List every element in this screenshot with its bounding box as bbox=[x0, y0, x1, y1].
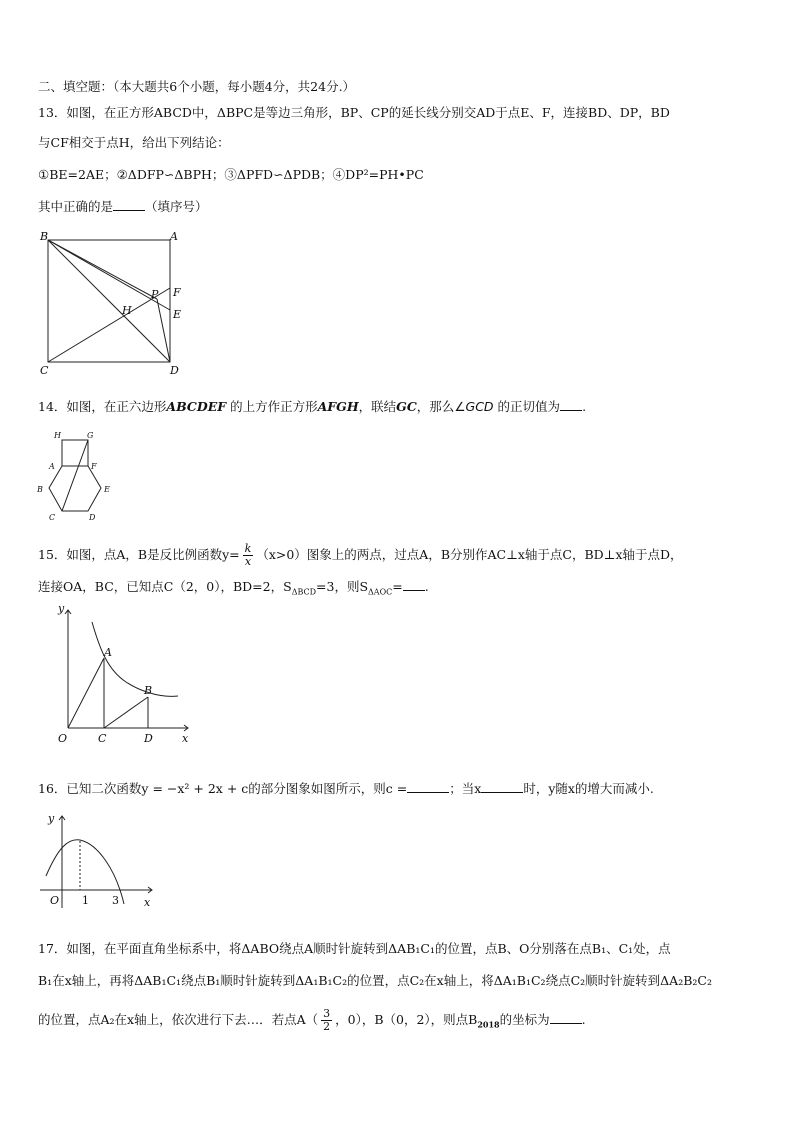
q15-label-x: x bbox=[182, 732, 189, 745]
q15-text-c: 连接OA，BC，已知点C（2，0），BD=2，S bbox=[38, 579, 292, 594]
q14-label-D: D bbox=[89, 513, 96, 522]
q15-text-e: = bbox=[392, 579, 403, 594]
q13-label-C: C bbox=[40, 364, 49, 377]
q15-period: . bbox=[424, 579, 429, 594]
q17-period: . bbox=[581, 1012, 586, 1027]
q17-line3 bbox=[38, 1002, 586, 1038]
q15-label-y: y bbox=[58, 602, 65, 615]
q14-angle: ∠GCD bbox=[454, 399, 494, 414]
q14-text-d: ，那么 bbox=[416, 399, 455, 414]
q13-label-E: E bbox=[173, 308, 182, 321]
q15-line1 bbox=[38, 538, 683, 572]
q13-label-H: H bbox=[122, 304, 132, 317]
q16-text-c: ；当x bbox=[449, 781, 482, 796]
q16-label-3: 3 bbox=[112, 894, 119, 907]
q14-text bbox=[38, 398, 586, 416]
q13-line1: 13．如图，在正方形ABCD中，ΔBPC是等边三角形，BP、CP的延长线分别交AD于点E、F，连接BD、DP，BD bbox=[38, 105, 670, 120]
q15-label-D: D bbox=[144, 732, 153, 745]
q16-text-a: 16．已知二次函数 bbox=[38, 781, 142, 796]
q17-text-b: ，0），B（0，2），则点B bbox=[335, 1012, 478, 1027]
q14-period: . bbox=[582, 399, 587, 414]
q17-sub-2018: 2018 bbox=[477, 1019, 500, 1030]
q15-label-B: B bbox=[144, 684, 153, 697]
q14-label-B: B bbox=[37, 485, 43, 494]
q14-segment-gc: GC bbox=[396, 399, 417, 414]
q14-hexagon-name: ABCDEF bbox=[166, 399, 227, 414]
q15-text-b: （x>0）图象上的两点，过点A，B分别作AC⊥x轴于点C，BD⊥x轴于点D， bbox=[256, 547, 683, 562]
q13-question-hint: （填序号） bbox=[145, 199, 208, 214]
q17-answer-blank[interactable] bbox=[550, 1011, 582, 1024]
q14-label-H: H bbox=[54, 431, 61, 440]
q13-label-D: D bbox=[170, 364, 179, 377]
q13-label-A: A bbox=[170, 230, 178, 243]
q13-conclusions: ①BE=2AE；②ΔDFP∽ΔBPH；③ΔPFD∽ΔPDB；④DP²=PH•PC bbox=[38, 167, 424, 182]
q14-label-E: E bbox=[104, 485, 110, 494]
q15-text-a: 15．如图，点A，B是反比例函数y= bbox=[38, 547, 240, 562]
q13-label-P: P bbox=[151, 288, 159, 301]
q14-label-C: C bbox=[49, 513, 56, 522]
q13-question-text: 其中正确的是 bbox=[38, 199, 114, 214]
q14-label-F: F bbox=[91, 462, 97, 471]
q15-fraction: $\frac{k}{x}$ bbox=[244, 542, 252, 568]
q13-answer-blank[interactable] bbox=[113, 198, 145, 211]
q16-answer-blank-c[interactable] bbox=[407, 780, 449, 793]
q13-question bbox=[38, 198, 208, 216]
q15-sub-bcd: ΔBCD bbox=[291, 587, 317, 597]
section-heading: 二、填空题：（本大题共6个小题，每小题4分，共24分.） bbox=[38, 79, 356, 94]
q16-formula: y = −x² + 2x + c bbox=[141, 781, 249, 796]
q13-label-F: F bbox=[173, 286, 181, 299]
q17-text-c: 的坐标为 bbox=[499, 1012, 550, 1027]
q16-answer-blank-x[interactable] bbox=[481, 780, 523, 793]
q16-parabola-figure bbox=[38, 808, 168, 910]
q16-text-b: 的部分图象如图所示，则 bbox=[248, 781, 386, 796]
q15-line2 bbox=[38, 578, 429, 602]
q15-label-O: O bbox=[58, 732, 68, 745]
q16-label-1: 1 bbox=[82, 894, 89, 907]
q14-square-name: AFGH bbox=[317, 399, 359, 414]
q14-label-A: A bbox=[49, 462, 55, 471]
q16-label-O: O bbox=[50, 894, 60, 907]
q16-c-equals: c = bbox=[385, 781, 408, 796]
q14-text-c: ，联结 bbox=[358, 399, 397, 414]
q15-sub-aoc: ΔAOC bbox=[368, 587, 393, 597]
q13-label-B: B bbox=[40, 230, 49, 243]
q14-answer-blank[interactable] bbox=[560, 398, 582, 411]
q15-label-A: A bbox=[104, 646, 112, 659]
q14-label-G: G bbox=[87, 431, 94, 440]
q13-line2: 与CF相交于点H，给出下列结论： bbox=[38, 135, 230, 150]
q17-text-a: 的位置，点A₂在x轴上，依次进行下去…．若点A（ bbox=[38, 1012, 319, 1027]
q14-hexagon-figure bbox=[34, 426, 124, 526]
q17-line1: 17．如图，在平面直角坐标系中，将ΔABO绕点A顺时针旋转到ΔAB₁C₁的位置，点B、O分别落在点B₁、C₁处，点 bbox=[38, 941, 671, 956]
q14-text-b: 的上方作正方形 bbox=[230, 399, 318, 414]
q17-fraction: $\frac{3}{2}$ bbox=[323, 1007, 331, 1033]
q15-label-C: C bbox=[98, 732, 107, 745]
q15-text-d: =3，则S bbox=[316, 579, 369, 594]
q15-graph-figure bbox=[38, 600, 198, 750]
q17-line2: B₁在x轴上，再将ΔAB₁C₁绕点B₁顺时针旋转到ΔA₁B₁C₂的位置，点C₂在x轴上，将ΔA₁B₁C₂绕点C₂顺时针旋转到ΔA₂B₂C₂ bbox=[38, 973, 712, 988]
q15-answer-blank[interactable] bbox=[403, 578, 425, 591]
q14-text-a: 14．如图，在正六边形 bbox=[38, 399, 167, 414]
q14-text-e: 的正切值为 bbox=[497, 399, 561, 414]
q13-square-figure bbox=[36, 228, 196, 380]
q16-label-y: y bbox=[48, 812, 55, 825]
q16-text-d: 时，y随x的增大而减小. bbox=[523, 781, 654, 796]
q16-text bbox=[38, 780, 654, 798]
q16-label-x: x bbox=[144, 896, 151, 909]
